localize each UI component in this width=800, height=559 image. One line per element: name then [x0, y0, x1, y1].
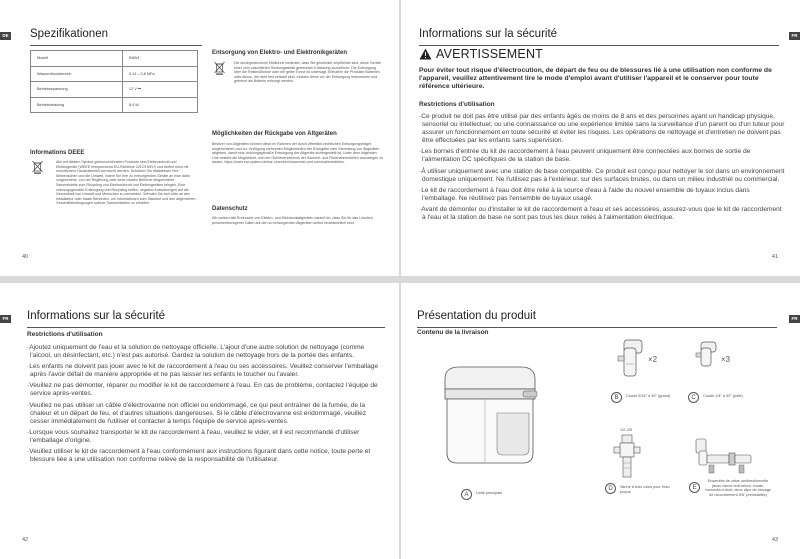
- disposal-text: Die durchgestrichene Mülltonne bedeutet, dass Sie gesetzlich verpflichtet sind, diese Geräte einer vom unsortierten Siedlungsabfall getrennten Erfassung zuzuführen. Die Entsorgung über die Restmülltonne oder die gelbe Tonne ist untersagt. Enthalten die Produkte Batterien oder Akkus, die nicht fest verbaut sind, müssen diese vor der Entsorgung entnommen und getrennt als Batterie entsorgt werden.: [234, 61, 381, 84]
- item-caption: Coude 5/16" à 90° (grand): [626, 394, 671, 398]
- spec-value: RAW1: [122, 51, 197, 67]
- title-underline: [27, 327, 385, 328]
- language-tab: FR: [0, 315, 11, 323]
- item-letter: B: [611, 392, 622, 403]
- item-caption: Coude 1/4" à 90° (petit): [703, 394, 743, 398]
- item-caption: Ensemble de valve unidirectionnelle (avec vanne anti-retour, coude, connecteur droit, deux clips de blocage de raccordement 5/8" préinstallés): [705, 479, 771, 497]
- section-heading: Restrictions d'utilisation: [419, 101, 495, 108]
- page-title: Spezifikationen: [30, 28, 108, 40]
- valve-size-label: 1/2-3/8: [620, 428, 632, 432]
- spec-label: Betriebsleistung: [31, 97, 123, 113]
- table-row: [31, 51, 198, 67]
- page-42: [0, 283, 399, 559]
- section-heading: Restrictions d'utilisation: [27, 331, 103, 338]
- item-quantity: ×3: [721, 355, 731, 364]
- page-43: [401, 283, 800, 559]
- list-item: ·Ajoutez uniquement de l'eau et la solution de nettoyage officielle. L'ajout d'une autre solution de nettoyage (comme l'alcool, un désinfectant, etc.) n'est pas autorisé. Gardez la solution de nettoyage hors de la portée des enfants.: [27, 344, 365, 360]
- page-40: [0, 0, 399, 276]
- main-unit-illustration: [437, 363, 541, 468]
- item-caption: Vanne à trois voies pour l'eau propre: [620, 485, 670, 494]
- warning-block: [419, 47, 543, 61]
- restrictions-list: [27, 344, 385, 467]
- spec-label: Betriebsspannung: [31, 82, 123, 98]
- item-quantity: ×2: [648, 355, 658, 364]
- list-item: ·Lorsque vous souhaitez transporter le kit de raccordement à l'eau, veuillez le vider, et il est recommandé d'utiliser l'emballage d'origine.: [27, 428, 360, 444]
- spec-value: 12 V ⎓: [122, 82, 197, 98]
- privacy-text: Wir weisen alle Endnutzer von Elektro- und Elektronikaltgeräten darauf hin, dass Sie für das Löschen personenbezogener Daten auf den zu entsorgenden Altgeräten selbst verantwortlich sind.: [212, 216, 373, 225]
- table-row: [31, 82, 198, 98]
- list-item: ·Le kit de raccordement à l'eau doit être relié à la source d'eau à l'aide du nouvel ensemble de tuyaux inclus dans l'emballage. Ne réutilisez pas l'ensemble de tuyaux usagé.: [419, 186, 750, 202]
- disposal-heading: Entsorgung von Elektro- und Elektronikgeräten: [212, 50, 348, 56]
- privacy-heading: Datenschutz: [212, 206, 248, 212]
- item-letter: E: [689, 482, 700, 493]
- return-heading: Möglichkeiten der Rückgabe von Altgeräten: [212, 131, 337, 137]
- list-item: ·Les enfants ne doivent pas jouer avec le kit de raccordement à l'eau ou ses accessoires. Veuillez conserver l'emballage après l'avoir défait de manière appropriée et ne pas laisser les enfants le toucher ou l'avaler.: [27, 363, 379, 379]
- small-elbow-illustration: [693, 339, 719, 369]
- list-item: ·Veuillez ne pas utiliser un câble d'électrovanne non officiel ou endommagé, ce qui peut entraîner de la fumée, de la chaleur et un départ de feu, et d'autres situations dangereuses. Si le câble d'électrovanne est endommagé, veuillez cesser immédiatement de l'utiliser et contacter à temps l'équipe de service après-ventes.: [27, 401, 367, 425]
- page-number: 40: [22, 254, 29, 260]
- item-letter: D: [605, 483, 616, 494]
- weee-text: Alle mit diesem Symbol gekennzeichneten Produkte sind Elektroschrott und Elektrogeräte (WEEE entsprechend EU-Richtlinie 2012/19/EU) und dürfen nicht mit unsortiertem Haushaltsmüll vermischt werden. Schützen Sie stattdessen Ihre Mitmenschen und die Umwelt, indem Sie Ihre zu entsorgenden Geräte an eine dafür vorgesehene, von der Regierung oder einer lokalen Behörde eingerichtete Sammelstelle zum Recycling von Elektroschrott und Elektrogeräten bringen. Eine ordnungsgemäße Entsorgung und Recycling helfen, negative Auswirkungen auf die Gesundheit von Umwelt und Menschen zu vermeiden. Wenden Sie sich bitte an den Installateur oder lokale Behörden, um Informationen zum Standort und den allgemeinen Geschäftsbedingungen solcher Sammelstellen zu erhalten.: [56, 160, 196, 206]
- one-way-valve-illustration: [693, 435, 755, 477]
- warning-triangle-icon: [419, 48, 432, 60]
- return-text: Besitzer von Altgeräten können diese im Rahmen der durch öffentlich-rechtlichen Entsorgungsträger eingerichteten und zur Verfügung stehenden Möglichkeiten der Rückgabe oder Sammlung von Altgeräten abgeben, damit eine ordnungsgemäße Entsorgung der Altgeräte sichergestellt ist. Unter dem folgenden Link besteht die Möglichkeit, sich ein Onlineverzeichnis der Sammel- und Rücknahmestellen anzuzeigen zu lassen: https://www.ear-system.de/ear-verzeichnis/sammel-und-ruecknahmestellen.: [212, 142, 383, 165]
- large-elbow-illustration: [615, 338, 645, 380]
- spec-value: 0,14 – 0,8 MPa: [122, 66, 197, 82]
- spec-label: Wasserdruckbereich: [31, 66, 123, 82]
- page-title: Informations sur la sécurité: [27, 310, 166, 322]
- title-underline: [30, 45, 202, 46]
- table-row: [31, 97, 198, 113]
- title-underline: [419, 45, 779, 46]
- item-letter: A: [461, 489, 472, 500]
- restrictions-list: [419, 113, 785, 225]
- language-tab: FR: [789, 32, 800, 40]
- page-41: [401, 0, 800, 276]
- list-item: ·Avant de démonter ou d'installer le kit de raccordement à l'eau et ses accessoires, assurez-vous que le kit de raccordement à l'eau et la station de base ne sont pas tous les deux reliés à l'alimentation électrique.: [419, 205, 782, 222]
- page-number: 41: [771, 254, 778, 260]
- page-title: Informations sur la sécurité: [419, 28, 558, 40]
- list-item: ·Veuillez ne pas démonter, réparer ou modifier le kit de raccordement à l'eau. En cas de problème, contactez l'équipe de service après-ventes.: [27, 382, 378, 398]
- warning-label: AVERTISSEMENT: [436, 47, 544, 61]
- spec-value: 8,4 W: [122, 97, 197, 113]
- spec-table: [30, 50, 198, 113]
- page-number: 42: [22, 537, 29, 543]
- warning-text: Pour éviter tout risque d'électrocution, de départ de feu ou de blessures lié à une utilisation non conforme de l'appareil, veuillez attentivement lire le mode d'emploi avant d'utiliser l'appareil et le conserver pour toute référence ultérieure.: [419, 67, 772, 91]
- page-title: Présentation du produit: [417, 310, 536, 322]
- list-item: ·Veuillez utiliser le kit de raccordement à l'eau conformément aux instructions figurant dans cette notice, toute perte et blessure liée à une utilisation non conforme relève de la responsabilité de l'utilisateur.: [27, 448, 371, 464]
- weee-heading: Informations DEEE: [30, 150, 85, 156]
- list-item: ·Les bornes d'entrée du kit de raccordement à l'eau peuvent uniquement être connectées aux bornes de sortie de l'alimentation DC spécifiques de la station de base.: [419, 148, 751, 164]
- list-item: ·Ce produit ne doit pas être utilisé par des enfants âgés de moins de 8 ans et des personnes ayant un handicap physique, sensoriel ou intellectuel, ou une connaissance ou une expérience limitée sans la surveillance d'un parent ou d'un tuteur pour assurer un fonctionnement en toute sécurité et éviter les risques. Les opérations de nettoyage et d'entretien ne doivent pas être effectuées par les enfants sans supervision.: [419, 113, 785, 145]
- three-way-valve-illustration: [612, 433, 642, 481]
- spec-label: Modell: [31, 51, 123, 67]
- item-letter: C: [688, 392, 699, 403]
- page-number: 43: [771, 537, 778, 543]
- section-heading: Contenu de la livraison: [417, 329, 489, 336]
- language-tab: FR: [789, 315, 800, 323]
- title-underline: [417, 327, 777, 328]
- crossed-bin-icon: [32, 160, 43, 174]
- table-row: [31, 66, 198, 82]
- item-caption: Unité principale: [476, 491, 503, 495]
- crossed-bin-icon: [214, 61, 225, 75]
- list-item: ·À utiliser uniquement avec une station de base compatible. Ce produit est conçu pour nettoyer le sol dans un environnement domestique uniquement. Ne l'utilisez pas à l'extérieur, sur des surfaces brutes, ou dans un milieu industriel ou commercial.: [419, 167, 785, 183]
- language-tab: DE: [0, 32, 11, 40]
